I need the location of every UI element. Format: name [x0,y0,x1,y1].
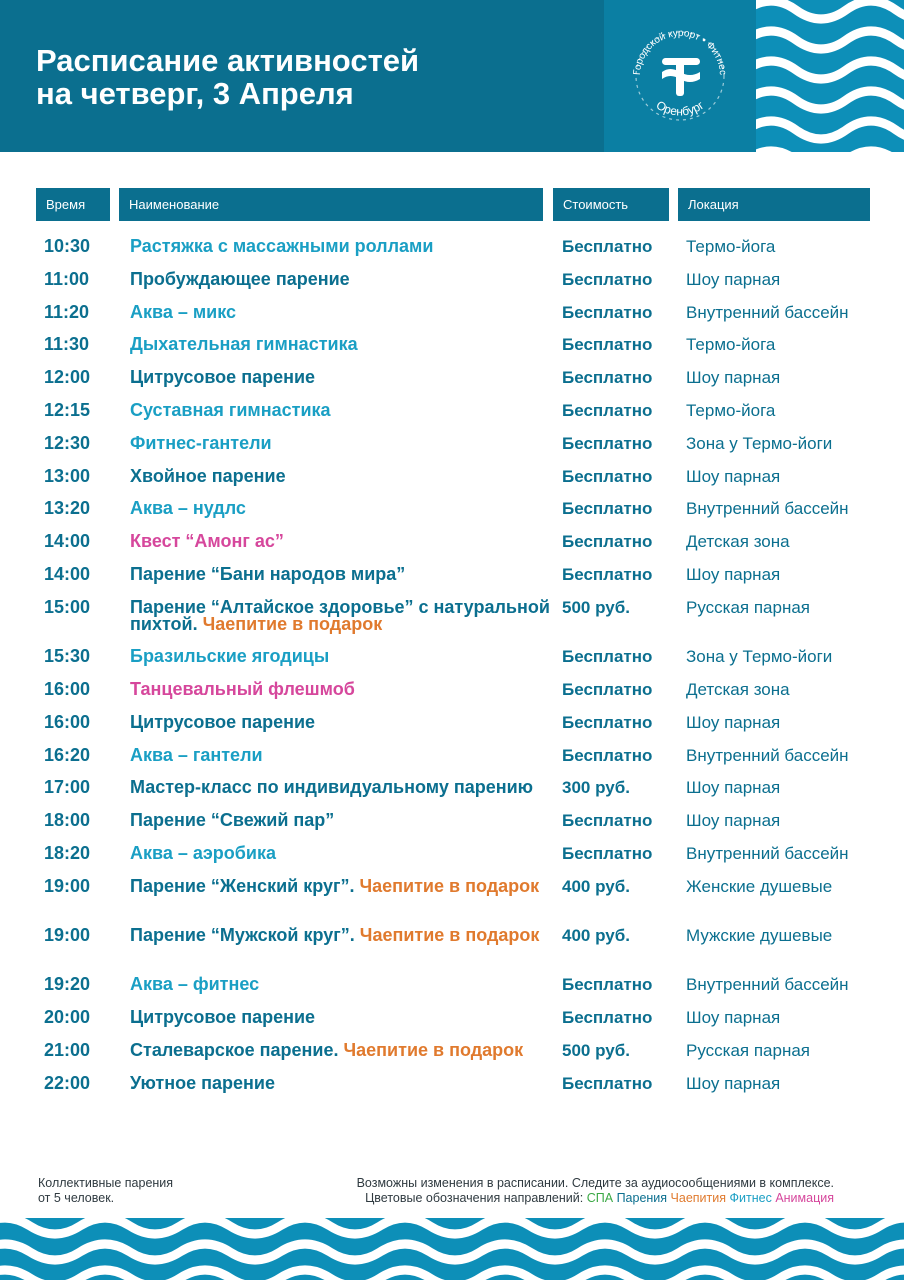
legend-item: Чаепития [670,1191,727,1205]
activity-name-text: Аква – микс [130,301,237,322]
tea-gift-label: Чаепитие в подарок [343,1039,524,1060]
row-location: Шоу парная [686,466,781,486]
row-activity-name [130,927,550,944]
row-cost: Бесплатно [562,237,653,256]
row-time: 17:00 [44,777,91,798]
wave-pattern-icon [756,0,904,152]
row-cost: 400 руб. [562,876,630,896]
row-activity-name [130,533,550,550]
activity-name-text: Танцевальный флешмоб [130,678,355,699]
row-activity-name [130,976,550,993]
row-cost: 500 руб. [562,597,630,617]
activity-name-text: Квест “Амонг ас” [130,531,284,552]
row-cost: 400 руб. [562,926,630,945]
row-activity-name [130,500,550,517]
row-activity-name [130,465,550,486]
row-time: 19:00 [44,875,91,896]
row-cost: Бесплатно [562,712,653,732]
row-time: 19:20 [44,974,91,995]
row-time: 12:30 [44,432,91,453]
row-activity-name [130,678,550,699]
row-location: Русская парная [686,1040,811,1060]
activity-name-text: Аква – нудлс [130,498,246,519]
row-cost: Бесплатно [562,679,653,699]
row-cost: Бесплатно [562,368,653,388]
row-activity-name [130,369,550,386]
row-location: Термо-йога [686,335,776,355]
row-cost: Бесплатно [562,745,653,765]
row-time: 18:00 [44,810,91,831]
activity-name-text: Мастер-класс по индивидуальному парению [130,777,534,798]
footer-note-line1: Коллективные парения [38,1176,174,1190]
row-location: Термо-йога [686,237,776,256]
row-time: 22:00 [44,1072,91,1093]
row-location: Шоу парная [686,269,781,289]
row-cost: 300 руб. [562,778,630,798]
row-activity-name [130,1009,550,1026]
row-location: Шоу парная [686,1073,781,1093]
tea-gift-label: Чаепитие в подарок [359,875,540,896]
legend-item: Парения [616,1191,668,1205]
column-header-name: Наименование [119,188,543,221]
row-location: Внутренний бассейн [686,499,849,519]
row-time: 12:00 [44,367,91,388]
wave-pattern-bottom-icon [0,1218,904,1280]
row-time: 14:00 [44,531,91,552]
logo-mark-icon [662,58,700,96]
row-cost: Бесплатно [562,335,653,355]
row-location: Термо-йога [686,401,776,420]
footer-note-line2: от 5 человек. [38,1191,115,1205]
activity-name-text: Хвойное парение [130,465,286,486]
row-activity-name [130,596,550,634]
row-location: Детская зона [686,532,790,552]
row-activity-name [130,301,550,322]
activity-name-text: Цитрусовое парение [130,367,316,388]
legend-item: СПА [586,1191,614,1205]
row-time: 14:00 [44,564,91,584]
row-time: 16:20 [44,744,91,765]
logo-panel [604,0,756,152]
row-time: 16:00 [44,678,91,699]
row-location: Русская парная [686,597,811,617]
row-cost: Бесплатно [562,433,653,453]
legend-prefix: Цветовые обозначения направлений: [365,1191,584,1205]
row-time: 11:20 [44,301,90,322]
row-time: 18:20 [44,842,91,863]
row-activity-name [130,875,550,896]
row-cost: 500 руб. [562,1040,630,1060]
activity-name-text: Парение “Мужской круг”. [130,925,355,945]
activity-name-text: Цитрусовое парение [130,1007,316,1028]
activity-name-text: Растяжка с массажными роллами [130,236,434,256]
row-location: Шоу парная [686,712,781,732]
row-activity-name [130,336,550,353]
column-header-time: Время [36,188,110,221]
row-cost: Бесплатно [562,401,653,420]
column-header-cost: Стоимость [553,188,669,221]
row-cost: Бесплатно [562,647,653,667]
row-time: 10:30 [44,236,91,256]
row-activity-name [130,842,550,863]
row-time: 15:00 [44,596,91,617]
row-time: 20:00 [44,1007,91,1028]
row-time: 21:00 [44,1039,91,1060]
row-location: Внутренний бассейн [686,302,849,322]
row-cost: Бесплатно [562,1008,653,1028]
activity-name-text: Парение “Свежий пар” [130,810,335,831]
row-location: Шоу парная [686,1008,781,1028]
row-location: Внутренний бассейн [686,745,849,765]
row-location: Шоу парная [686,811,781,831]
row-time: 13:20 [44,498,91,519]
footer-note [38,1176,238,1206]
activity-name-text: Суставная гимнастика [130,400,331,420]
row-cost: Бесплатно [562,975,653,995]
row-cost: Бесплатно [562,532,653,552]
wave-pattern-bottom [0,1218,904,1280]
row-cost: Бесплатно [562,565,653,584]
row-time: 16:00 [44,711,91,732]
row-cost: Бесплатно [562,843,653,863]
activity-name-text: Уютное парение [130,1072,275,1093]
tea-gift-label: Чаепитие в подарок [202,613,383,634]
row-location: Зона у Термо-йоги [686,647,833,667]
row-activity-name [130,238,550,255]
row-time: 19:00 [44,925,91,945]
resort-logo [604,0,756,152]
row-location: Зона у Термо-йоги [686,433,833,453]
row-time: 13:00 [44,465,91,486]
row-activity-name [130,432,550,453]
row-activity-name [130,648,550,665]
row-cost: Бесплатно [562,1073,653,1093]
activity-name-text: Парение “Женский круг”. [130,875,355,896]
activity-name-text: Сталеварское парение. [130,1039,339,1060]
row-time: 15:30 [44,646,91,667]
row-location: Внутренний бассейн [686,975,849,995]
row-location: Шоу парная [686,778,781,798]
row-activity-name [130,812,550,829]
row-time: 11:30 [44,334,90,355]
logo-city-text: Оренбург [653,97,707,119]
footer-legend [357,1191,834,1206]
row-location: Шоу парная [686,565,781,584]
row-activity-name [130,744,550,765]
activity-name-text: Дыхательная гимнастика [130,334,358,355]
row-activity-name [130,779,550,796]
row-time: 12:15 [44,400,91,420]
legend-item: Анимация [775,1191,834,1205]
row-activity-name [130,268,550,289]
activity-name-text: Парение “Бани народов мира” [130,564,406,584]
row-activity-name [130,566,550,583]
row-activity-name [130,711,550,732]
activity-name-text: Парение “Алтайское здоровье” с натуральной пихтой. [130,596,550,634]
row-activity-name [130,1039,550,1060]
wave-pattern-top [756,0,904,152]
row-location: Женские душевые [686,876,833,896]
footer-info [357,1176,834,1206]
row-location: Внутренний бассейн [686,843,849,863]
row-location: Мужские душевые [686,926,833,945]
activity-name-text: Пробуждающее парение [130,268,350,289]
legend-item: Фитнес [729,1191,772,1205]
row-activity-name [130,1072,550,1093]
row-activity-name [130,402,550,419]
row-time: 11:00 [44,268,90,289]
activity-name-text: Аква – аэробика [130,842,277,863]
row-cost: Бесплатно [562,466,653,486]
activity-name-text: Цитрусовое парение [130,711,316,732]
row-cost: Бесплатно [562,811,653,831]
logo-ring-text: Городской курорт • Фитнес [631,27,729,76]
page-title-line1: Расписание активностей [36,43,420,78]
activity-name-text: Аква – гантели [130,744,263,765]
activity-name-text: Аква – фитнес [130,974,260,995]
activity-name-text: Фитнес-гантели [130,432,272,453]
activity-name-text: Бразильские ягодицы [130,646,330,667]
footer-changes-notice: Возможны изменения в расписании. Следите за аудиосообщениями в комплексе. [356,1176,834,1190]
page-title [36,44,419,110]
page-title-line2: на четверг, 3 Апреля [36,76,354,111]
row-cost: Бесплатно [562,269,653,289]
row-cost: Бесплатно [562,499,653,519]
column-header-location: Локация [678,188,870,221]
row-location: Шоу парная [686,368,781,388]
row-location: Детская зона [686,679,790,699]
tea-gift-label: Чаепитие в подарок [359,925,540,945]
row-cost: Бесплатно [562,302,653,322]
